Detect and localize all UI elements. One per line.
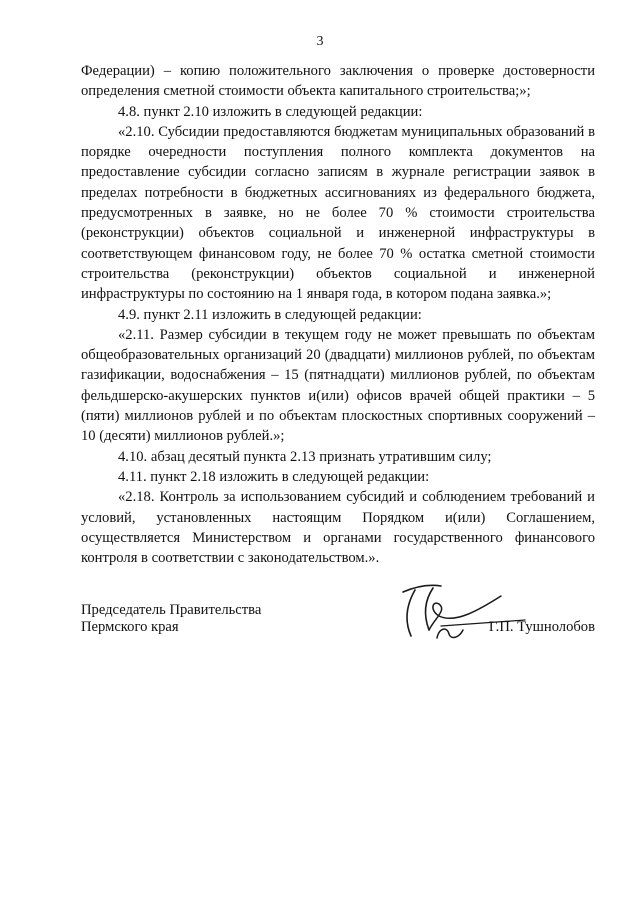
paragraph-item-4-10: 4.10. абзац десятый пункта 2.13 признать утратившим силу; [118,448,492,465]
paragraph-clause-2-18: «2.18. Контроль за использованием субсидий и соблюдением требований и условий, установленных настоящим Порядком и(или) Соглашением, осуществляется Министерством и органами государственного финансового контроля в соответствии с законодательством.». [81,489,595,567]
paragraph-item-4-11: 4.11. пункт 2.18 изложить в следующей редакции: [118,468,430,485]
signatory-title-line-2: Пермского края [81,619,179,635]
signatory-title-line-1: Председатель Правительства [81,602,262,618]
signature-block [81,602,595,662]
signatory-name: Г.П. Тушнолобов [488,619,595,635]
signatory-title [81,602,261,636]
paragraph-continuation: Федерации) – копию положительного заключения о проверке достоверности определения сметной стоимости объекта капитального строительства;»; [81,63,595,100]
paragraph-clause-2-11: «2.11. Размер субсидии в текущем году не может превышать по объектам общеобразовательных организаций 20 (двадцати) миллионов рублей, по объектам газификации, водоснабжения – 15 (пятнадцати) миллионов рублей, по объектам фельдшерско-акушерских пунктов и(или) офисов врачей общей практики – 5 (пяти) миллионов рублей и по объектам плоскостных спортивных сооружений – 10 (десяти) миллионов рублей.»; [81,326,595,445]
page-number: 3 [316,34,324,49]
paragraph-item-4-8: 4.8. пункт 2.10 изложить в следующей редакции: [118,103,423,120]
paragraph-item-4-9: 4.9. пункт 2.11 изложить в следующей редакции: [118,306,422,323]
document-body [81,61,595,568]
paragraph-clause-2-10: «2.10. Субсидии предоставляются бюджетам муниципальных образований в порядке очередности поступления полного комплекта документов на предоставление субсидии согласно записям в журнале регистрации заявок в пределах потребности в бюджетных ассигнованиях из федерального бюджета, предусмотренных в заявке, но не более 70 % стоимости строительства (реконструкции) объектов социальной и инженерной инфраструктуры в соответствующем финансовом году, не более 70 % остатка сметной стоимости строительства (реконструкции) объектов социальной и инженерной инфраструктуры по состоянию на 1 января года, в котором подана заявка.»; [81,123,595,303]
